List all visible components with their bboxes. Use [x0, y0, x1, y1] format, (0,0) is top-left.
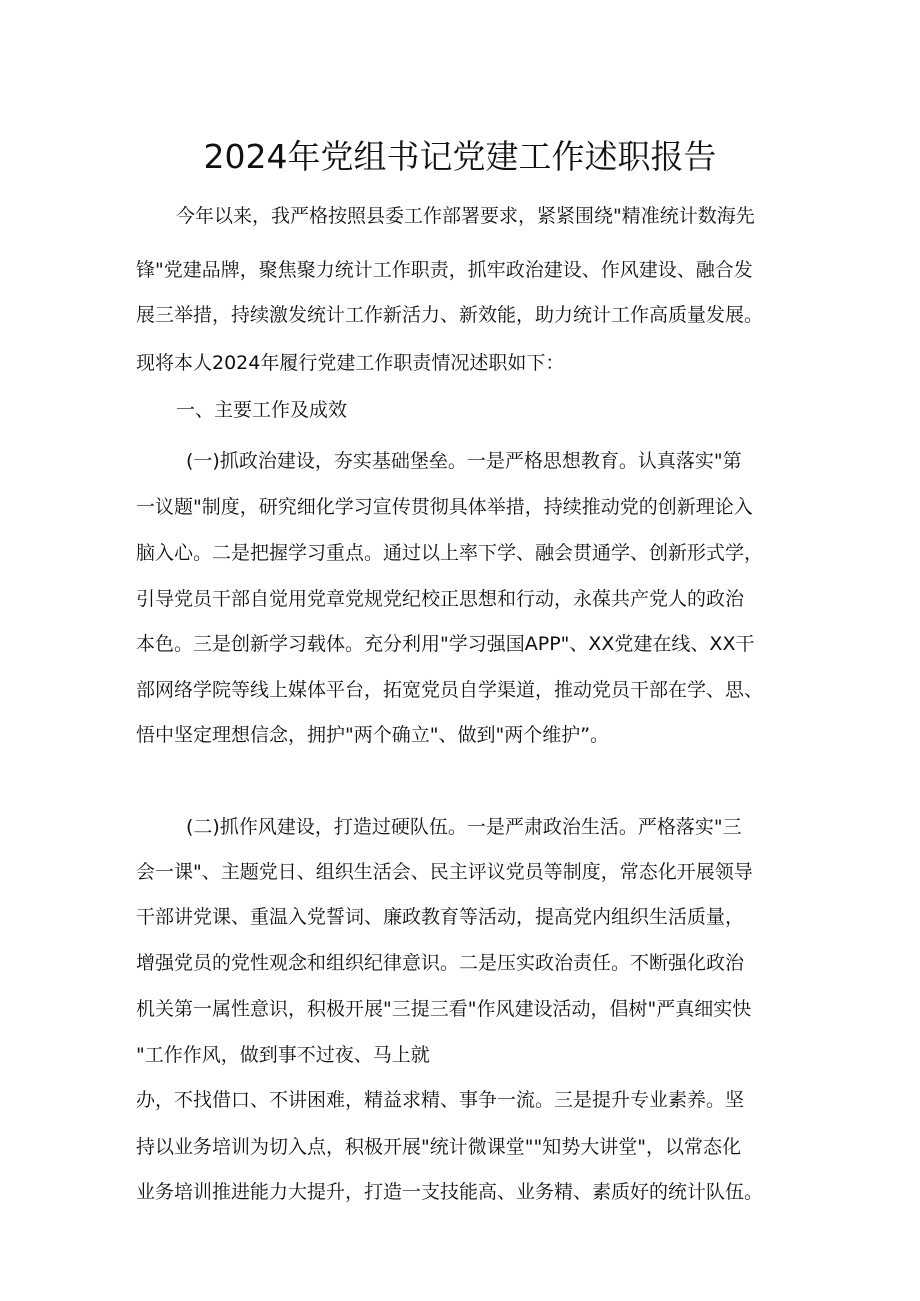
paragraph-line: 部网络学院等线上媒体平台，拓宽党员自学渠道，推动党员干部在学、思、	[136, 679, 764, 701]
paragraph-line: 展三举措，持续激发统计工作新活力、新效能，助力统计工作高质量发展。	[136, 304, 764, 326]
paragraph-line: 悟中坚定理想信念，拥护"两个确立"、做到"两个维护”。	[136, 724, 610, 746]
paragraph-line: 办，不找借口、不讲困难，精益求精、事争一流。三是提升专业素养。坚	[136, 1089, 745, 1111]
paragraph-line: 干部讲党课、重温入党誓词、廉政教育等活动，提高党内组织生活质量，	[136, 906, 745, 928]
paragraph-line: 一议题"制度，研究细化学习宣传贯彻具体举措，持续推动党的创新理论入	[136, 496, 753, 518]
paragraph-line: 增强党员的党性观念和组织纪律意识。二是压实政治责任。不断强化政治	[136, 952, 745, 974]
paragraph-line: 业务培训推进能力大提升，打造一支技能高、业务精、素质好的统计队伍。	[136, 1181, 764, 1203]
paragraph-line: 持以业务培训为切入点，积极开展"统计微课堂""知势大讲堂"，以常态化	[136, 1136, 741, 1158]
paragraph-line: 脑入心。二是把握学习重点。通过以上率下学、融会贯通学、创新形式学，	[136, 542, 764, 564]
subsection-start-line: (二)抓作风建设，打造过硬队伍。一是严肃政治生活。严格落实"三	[186, 816, 742, 838]
paragraph-line: 锋"党建品牌，聚焦聚力统计工作职责，抓牢政治建设、作风建设、融合发	[136, 259, 753, 281]
section-heading: 一、主要工作及成效	[176, 399, 348, 421]
paragraph-line: 今年以来，我严格按照县委工作部署要求，紧紧围绕"精准统计数海先	[176, 205, 755, 227]
subsection-start-line: (一)抓政治建设，夯实基础堡垒。一是严格思想教育。认真落实"第	[186, 450, 742, 472]
paragraph-line: "工作作风，做到事不过夜、马上就	[136, 1044, 430, 1066]
paragraph-line: 本色。三是创新学习载体。充分利用"学习强国APP"、XX党建在线、XX干	[136, 633, 755, 655]
paragraph-line: 机关第一属性意识，积极开展"三提三看"作风建设活动，倡树"严真细实快	[136, 998, 752, 1020]
paragraph-line: 会一课"、主题党日、组织生活会、民主评议党员等制度，常态化开展领导	[136, 861, 753, 883]
document-title: 2024年党组书记党建工作述职报告	[203, 137, 717, 176]
paragraph-line: 现将本人2024年履行党建工作职责情况述职如下：	[136, 352, 565, 374]
paragraph-line: 引导党员干部自觉用党章党规党纪校正思想和行动，永葆共产党人的政治	[136, 588, 745, 610]
